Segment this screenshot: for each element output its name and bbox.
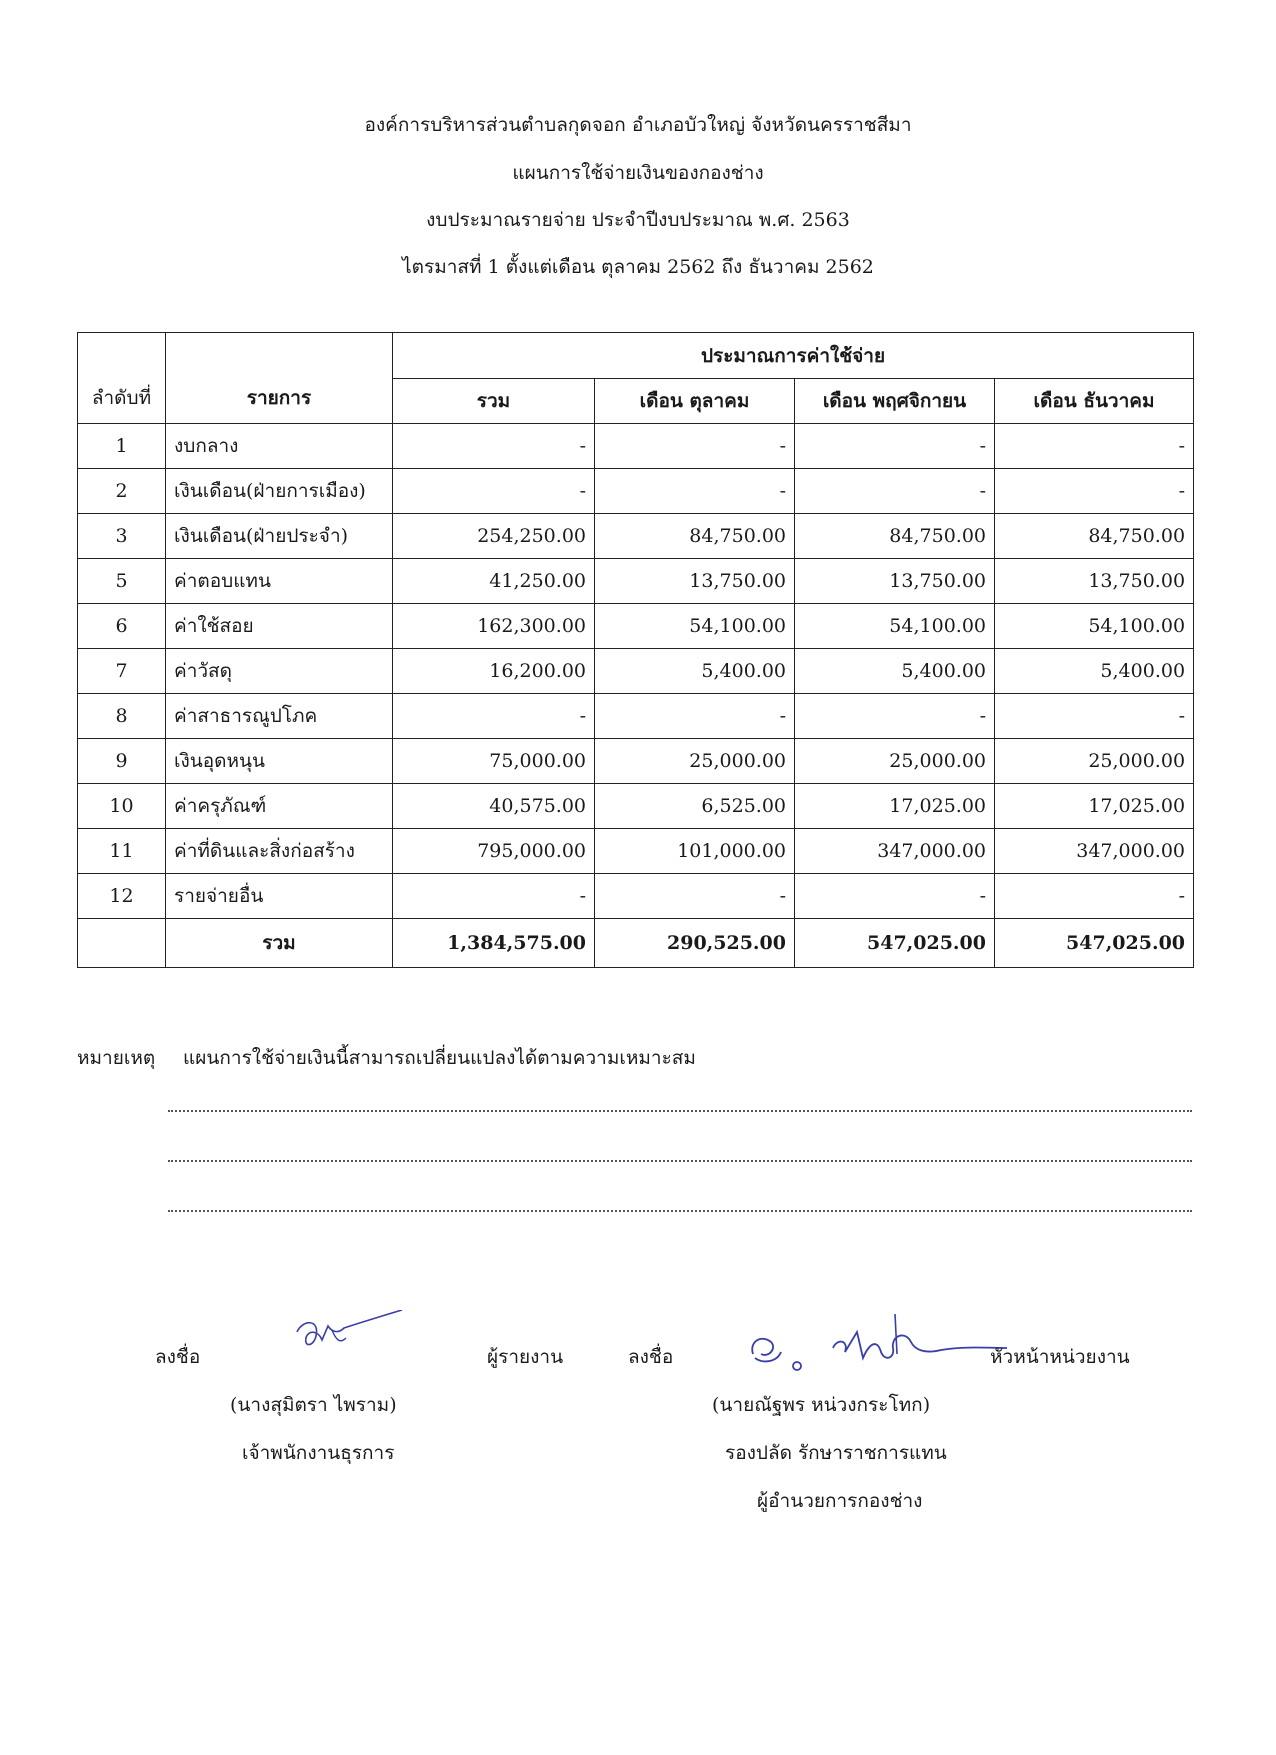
- row-october: -: [595, 694, 795, 739]
- row-total: 254,250.00: [393, 514, 595, 559]
- left-sign-label: ลงชื่อ: [155, 1346, 201, 1368]
- table-row: [78, 649, 1194, 694]
- row-october: 5,400.00: [595, 649, 795, 694]
- row-total: -: [393, 694, 595, 739]
- right-sign-label: ลงชื่อ: [628, 1346, 674, 1368]
- plan-title: แผนการใช้จ่ายเงินของกองช่าง: [512, 162, 764, 184]
- row-item: ค่าใช้สอย: [166, 604, 393, 649]
- row-december: 25,000.00: [995, 739, 1194, 784]
- row-december: -: [995, 424, 1194, 469]
- organization-title: องค์การบริหารส่วนตำบลกุดจอก อำเภอบัวใหญ่ จังหวัดนครราชสีมา: [364, 114, 912, 136]
- row-index: 8: [78, 694, 166, 739]
- row-november: 84,750.00: [795, 514, 995, 559]
- column-header-item: รายการ: [166, 333, 393, 424]
- table-row: [78, 604, 1194, 649]
- row-item: งบกลาง: [166, 424, 393, 469]
- row-total: 162,300.00: [393, 604, 595, 649]
- row-november: 54,100.00: [795, 604, 995, 649]
- row-november: 17,025.00: [795, 784, 995, 829]
- row-november: -: [795, 424, 995, 469]
- row-december: 347,000.00: [995, 829, 1194, 874]
- right-signature-mark: [745, 1308, 1010, 1380]
- right-role-label: หัวหน้าหน่วยงาน: [990, 1346, 1130, 1368]
- dotted-line: [168, 1160, 1192, 1162]
- left-signer-name: (นางสุมิตรา ไพราม): [230, 1394, 397, 1416]
- row-index: 1: [78, 424, 166, 469]
- row-item: ค่าครุภัณฑ์: [166, 784, 393, 829]
- row-december: 54,100.00: [995, 604, 1194, 649]
- row-total: -: [393, 424, 595, 469]
- remark-label: หมายเหตุ: [77, 1047, 156, 1069]
- row-october: 13,750.00: [595, 559, 795, 604]
- spending-plan-table: [77, 332, 1194, 968]
- row-index: 9: [78, 739, 166, 784]
- table-row: [78, 874, 1194, 919]
- total-row-october: 290,525.00: [595, 919, 795, 968]
- row-december: 13,750.00: [995, 559, 1194, 604]
- table-row: [78, 694, 1194, 739]
- table-row: [78, 559, 1194, 604]
- row-october: 6,525.00: [595, 784, 795, 829]
- total-row-december: 547,025.00: [995, 919, 1194, 968]
- quarter-title: ไตรมาสที่ 1 ตั้งแต่เดือน ตุลาคม 2562 ถึง ธันวาคม 2562: [402, 256, 874, 278]
- row-item: ค่าที่ดินและสิ่งก่อสร้าง: [166, 829, 393, 874]
- table-row: [78, 424, 1194, 469]
- row-item: รายจ่ายอื่น: [166, 874, 393, 919]
- row-december: 5,400.00: [995, 649, 1194, 694]
- remark: [77, 1043, 696, 1073]
- table-row: [78, 469, 1194, 514]
- row-item: ค่าตอบแทน: [166, 559, 393, 604]
- row-total: 41,250.00: [393, 559, 595, 604]
- row-index: 10: [78, 784, 166, 829]
- row-index: 3: [78, 514, 166, 559]
- total-row-blank: [78, 919, 166, 968]
- right-signer-position-2: ผู้อำนวยการกองช่าง: [757, 1490, 923, 1512]
- row-november: 13,750.00: [795, 559, 995, 604]
- total-row-label: รวม: [166, 919, 393, 968]
- table-row: [78, 784, 1194, 829]
- row-item: เงินเดือน(ฝ่ายการเมือง): [166, 469, 393, 514]
- row-total: -: [393, 874, 595, 919]
- left-signer-position: เจ้าพนักงานธุรการ: [242, 1442, 395, 1464]
- row-november: 5,400.00: [795, 649, 995, 694]
- row-november: 25,000.00: [795, 739, 995, 784]
- row-october: -: [595, 469, 795, 514]
- column-header-november: เดือน พฤศจิกายน: [795, 379, 995, 424]
- row-total: 75,000.00: [393, 739, 595, 784]
- dotted-line: [168, 1210, 1192, 1212]
- row-item: ค่าสาธารณูปโภค: [166, 694, 393, 739]
- dotted-line: [168, 1110, 1192, 1112]
- left-role-label: ผู้รายงาน: [487, 1346, 564, 1368]
- total-row: [78, 919, 1194, 968]
- row-october: 101,000.00: [595, 829, 795, 874]
- row-november: -: [795, 874, 995, 919]
- row-november: 347,000.00: [795, 829, 995, 874]
- column-group-header: ประมาณการค่าใช้จ่าย: [393, 333, 1194, 379]
- row-october: 84,750.00: [595, 514, 795, 559]
- total-row-november: 547,025.00: [795, 919, 995, 968]
- row-october: -: [595, 424, 795, 469]
- right-signer-position-1: รองปลัด รักษาราชการแทน: [725, 1442, 947, 1464]
- row-november: -: [795, 469, 995, 514]
- row-index: 5: [78, 559, 166, 604]
- row-index: 12: [78, 874, 166, 919]
- column-header-index: ลำดับที่: [78, 333, 166, 424]
- right-signer-name: (นายณัฐพร หน่วงกระโทก): [712, 1394, 931, 1416]
- row-item: ค่าวัสดุ: [166, 649, 393, 694]
- column-header-october: เดือน ตุลาคม: [595, 379, 795, 424]
- row-december: 17,025.00: [995, 784, 1194, 829]
- row-november: -: [795, 694, 995, 739]
- row-index: 7: [78, 649, 166, 694]
- row-total: 795,000.00: [393, 829, 595, 874]
- row-october: 25,000.00: [595, 739, 795, 784]
- row-december: -: [995, 694, 1194, 739]
- left-signature-mark: [292, 1310, 407, 1370]
- row-total: 40,575.00: [393, 784, 595, 829]
- row-december: 84,750.00: [995, 514, 1194, 559]
- table-row: [78, 739, 1194, 784]
- budget-title: งบประมาณรายจ่าย ประจำปีงบประมาณ พ.ศ. 2563: [426, 209, 850, 231]
- row-total: -: [393, 469, 595, 514]
- total-row-total: 1,384,575.00: [393, 919, 595, 968]
- column-header-december: เดือน ธันวาคม: [995, 379, 1194, 424]
- row-december: -: [995, 874, 1194, 919]
- row-october: 54,100.00: [595, 604, 795, 649]
- row-october: -: [595, 874, 795, 919]
- table-row: [78, 829, 1194, 874]
- row-item: เงินอุดหนุน: [166, 739, 393, 784]
- row-index: 2: [78, 469, 166, 514]
- column-header-total: รวม: [393, 379, 595, 424]
- row-december: -: [995, 469, 1194, 514]
- row-item: เงินเดือน(ฝ่ายประจำ): [166, 514, 393, 559]
- row-index: 6: [78, 604, 166, 649]
- row-total: 16,200.00: [393, 649, 595, 694]
- table-row: [78, 514, 1194, 559]
- remark-text: แผนการใช้จ่ายเงินนี้สามารถเปลี่ยนแปลงได้ตามความเหมาะสม: [183, 1047, 696, 1069]
- row-index: 11: [78, 829, 166, 874]
